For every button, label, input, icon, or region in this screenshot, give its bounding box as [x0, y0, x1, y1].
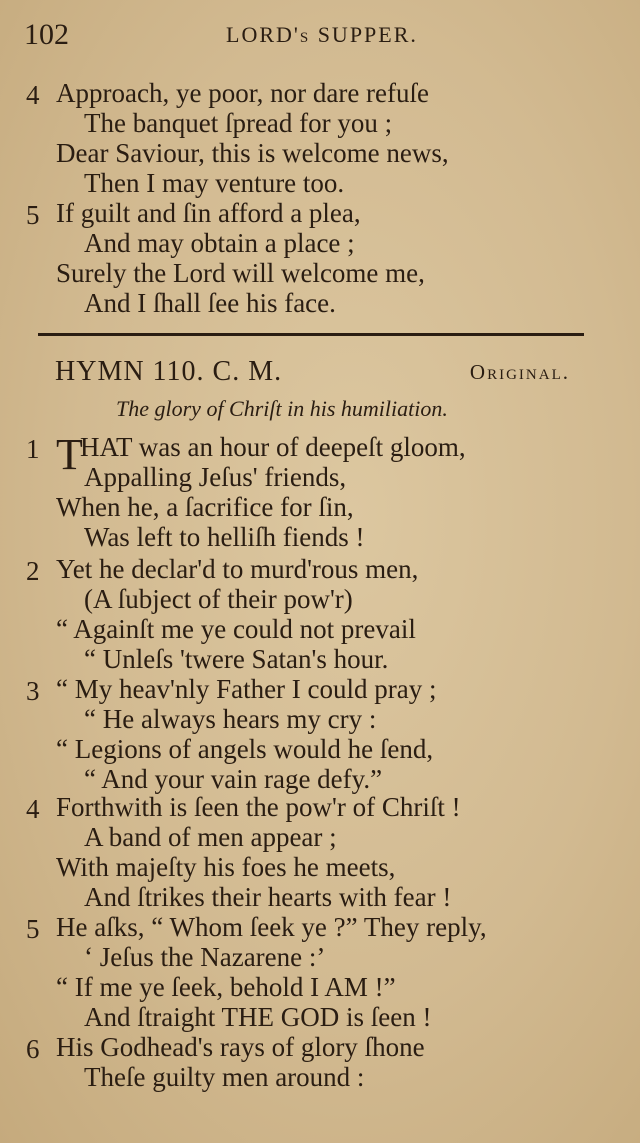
verse-line: Dear Saviour, this is welcome news,	[56, 138, 449, 168]
page-header	[24, 18, 600, 54]
verse-line: (A ſubject of their pow'r)	[84, 584, 353, 614]
verse-line: Surely the Lord will welcome me,	[56, 258, 425, 288]
stanza-number: 4	[26, 794, 40, 824]
verse-line: ‘ Jeſus the Nazarene :’	[84, 942, 326, 972]
verse-line: Then I may venture too.	[84, 168, 345, 198]
verse-line: “ If me ye ſeek, behold I AM !”	[56, 972, 396, 1002]
verse-line: Yet he declar'd to murd'rous men,	[56, 554, 419, 584]
verse-line-text: HAT was an hour of deepeſt gloom,	[80, 432, 466, 462]
verse-line: Approach, ye poor, nor dare refuſe	[56, 78, 430, 108]
hymn-heading	[55, 356, 570, 392]
stanza-6	[0, 1032, 600, 1092]
drop-cap: T	[56, 430, 83, 479]
stanza-number: 4	[26, 80, 40, 110]
verse-line: “ And your vain rage defy.”	[84, 764, 383, 794]
verse-line: “ Legions of angels would he ſend,	[56, 734, 434, 764]
verse-line: Was left to helliſh fiends !	[84, 522, 365, 552]
stanza-number: 3	[26, 676, 40, 706]
verse-line: “ My heav'nly Father I could pray ;	[56, 674, 437, 704]
verse-line: The banquet ſpread for you ;	[84, 108, 393, 138]
verse-line: And ſtrikes their hearts with fear !	[84, 882, 452, 912]
verse-line: “ He always hears my cry :	[84, 704, 377, 734]
stanza-3	[0, 674, 600, 794]
verse-line: If guilt and ſin afford a plea,	[56, 198, 361, 228]
verse-line: And I ſhall ſee his face.	[84, 288, 336, 318]
stanza-4	[0, 792, 600, 912]
verse-line: “ Againſt me ye could not prevail	[56, 614, 416, 644]
verse-line: With majeſty his foes he meets,	[56, 852, 396, 882]
stanza-number: 5	[26, 200, 40, 230]
stanza-1	[0, 432, 600, 552]
page-number: 102	[24, 18, 69, 51]
verse-line: Forthwith is ſeen the pow'r of Chriſt !	[56, 792, 461, 822]
hymn-subtitle: The glory of Chriſt in his humiliation.	[116, 396, 448, 421]
running-title: LORD's SUPPER.	[226, 22, 418, 47]
stanza-4-top	[0, 78, 600, 198]
verse-line: A band of men appear ;	[84, 822, 337, 852]
verse-line: And may obtain a place ;	[84, 228, 355, 258]
stanza-5-top	[0, 198, 600, 318]
verse-line: Theſe guilty men around :	[84, 1062, 365, 1092]
hymn-title: HYMN 110. C. M.	[55, 356, 283, 387]
stanza-5	[0, 912, 600, 1032]
verse-line: “ Unleſs 'twere Satan's hour.	[84, 644, 389, 674]
verse-line: His Godhead's rays of glory ſhone	[56, 1032, 425, 1062]
section-divider	[38, 333, 584, 336]
stanza-number: 2	[26, 556, 40, 586]
stanza-number: 5	[26, 914, 40, 944]
verse-line: Appalling Jeſus' friends,	[84, 462, 347, 492]
stanza-2	[0, 554, 600, 674]
verse-line: When he, a ſacrifice for ſin,	[56, 492, 354, 522]
verse-line: And ſtraight THE GOD is ſeen !	[84, 1002, 432, 1032]
hymn-source: Original.	[469, 360, 570, 384]
verse-line: He aſks, “ Whom ſeek ye ?” They reply,	[56, 912, 487, 942]
stanza-number: 6	[26, 1034, 40, 1064]
stanza-number: 1	[26, 434, 40, 464]
